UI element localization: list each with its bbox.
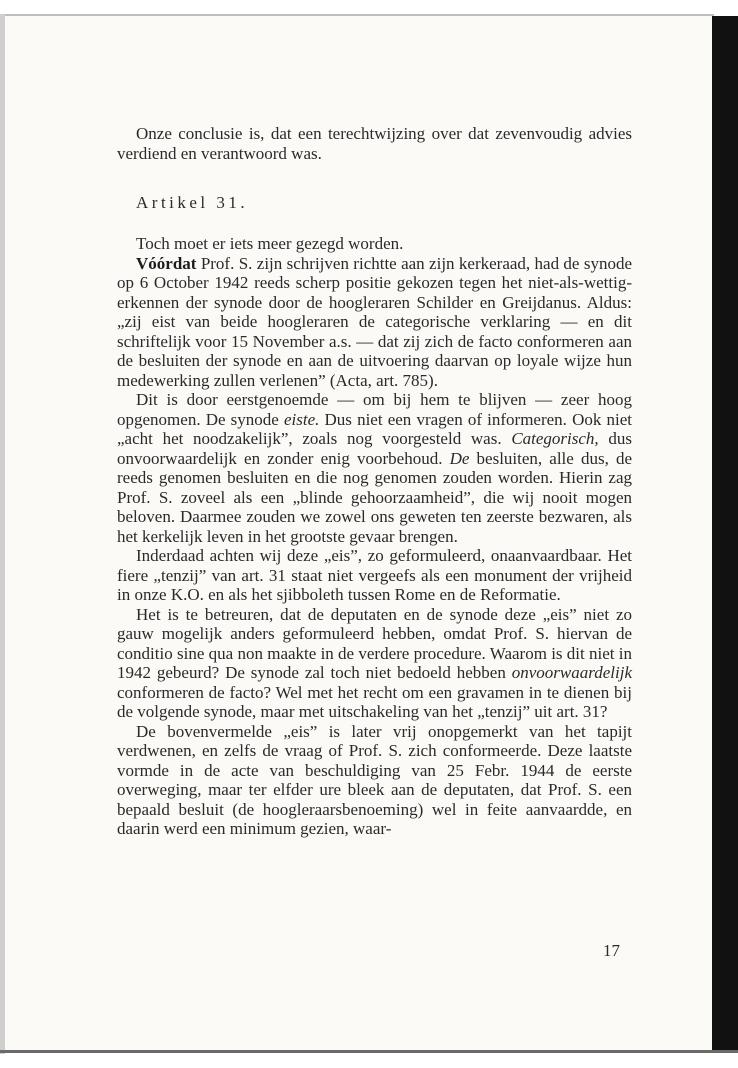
- page-body: [117, 124, 632, 839]
- scan-bottom-edge: [0, 1050, 738, 1053]
- paragraph-voordat-text: Prof. S. zijn schrijven richtte aan zijn kerkeraad, had de synode op 6 October 1942 reeds scherp positie gekozen tegen het niet-als-wettig-erkennen der synode door de hoogleraren Schilder en Greijdanus. Aldus: „zij eist van beide hoogleraren de categorische verklaring — en dit schriftelijk voor 15 November a.s. — dat zij zich de facto conformeren aan de besluiten der synode en aan de uitvoering daarvan op loyale wijze hun medewerking zullen verlenen” (Acta, art. 785).: [117, 253, 632, 390]
- bold-voordat: Vóórdat: [136, 253, 197, 273]
- paragraph-toch: Toch moet er iets meer gezegd worden.: [136, 234, 404, 253]
- text-segment: conformeren de facto? Wel met het recht om een gravamen in te dienen bij de volgende synode, maar met uitschakeling van het „tenzij” uit art. 31?: [117, 682, 632, 721]
- paragraph-inderdaad: Inderdaad achten wij deze „eis”, zo geformuleerd, onaanvaardbaar. Het fiere „tenzij” van art. 31 staat niet vergeefs als een monument der vrijheid in onze K.O. en als het sjibboleth tussen Rome en de Reformatie.: [117, 546, 632, 604]
- paragraph-bovenvermelde: De bovenvermelde „eis” is later vrij onopgemerkt van het tapijt verdwenen, en zelfs de vraag of Prof. S. zich conformeerde. Deze laatste vormde in de acte van beschuldiging van 25 Febr. 1944 de eerste overweging, maar ter elfder ure bleek aan de deputaten, dat Prof. S. een bepaald besluit (de hoogleraarsbenoeming) wel in feite aanvaardde, en daarin werd een minimum gezien, waar-: [117, 721, 632, 838]
- italic-categorisch: Categorisch,: [511, 429, 599, 448]
- paragraph-eerstgenoemde: [117, 390, 632, 546]
- section-heading: Artikel 31.: [136, 193, 249, 212]
- text-segment: besluiten, alle dus, de reeds genomen besluiten en die nog genomen zouden worden. Hierin zag Prof. S. zoveel als een „blinde gehoorzaamheid”, die wij nooit mogen beloven. Daarmee zouden we zowel ons geweten ten zeerste bezwaren, als het kerkelijk leven in het grootste gevaar brengen.: [117, 448, 632, 546]
- text-segment: dus onvoorwaardelijk en zonder enig voorbehoud.: [117, 429, 632, 468]
- text-segment: Dus niet een vragen of informeren. Ook niet „acht het noodzakelijk”, zoals nog voorgesteld was.: [117, 409, 632, 448]
- italic-onvoorwaardelijk: onvoorwaardelijk: [511, 663, 632, 682]
- text-segment: Dit is door eerstgenoemde — om bij hem te blijven — zeer hoog opgenomen. De synode: [117, 390, 632, 429]
- paragraph-voordat: [117, 254, 632, 391]
- italic-eiste: eiste.: [283, 409, 320, 429]
- italic-de: De: [449, 448, 470, 468]
- page-number: 17: [603, 941, 620, 960]
- book-page: [5, 16, 712, 1050]
- paragraph-conclusion: Onze conclusie is, dat een terechtwijzing over dat zevenvoudig advies verdiend en verantwoord was.: [117, 124, 632, 163]
- scan-right-edge: [712, 16, 738, 1050]
- paragraph-betreuren: [117, 605, 632, 722]
- text-segment: Het is te betreuren, dat de deputaten en de synode deze „eis” niet zo gauw mogelijk anders geformuleerd hebben, omdat Prof. S. hiervan de conditio sine qua non maakte in de verdere procedure. Waarom is dit niet in 1942 gebeurd? De synode zal toch niet bedoeld hebben: [117, 604, 632, 682]
